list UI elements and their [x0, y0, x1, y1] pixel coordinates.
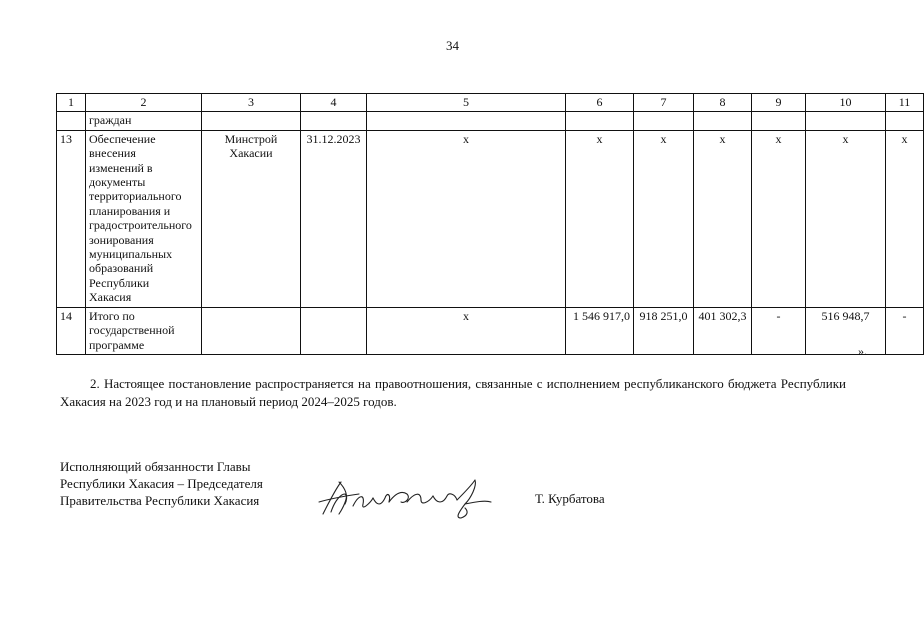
- column-number-row: [57, 94, 924, 112]
- table-cell: [566, 112, 634, 130]
- row-name-line: внесения: [89, 146, 136, 161]
- row-number: 13: [57, 130, 86, 307]
- row-name-line: муниципальных: [89, 247, 173, 262]
- row-col9: х: [752, 130, 806, 307]
- row-name-line: зонирования: [89, 232, 154, 247]
- row-name-line: изменений в: [89, 160, 153, 175]
- row-executor: [202, 130, 301, 307]
- row-name-line: Обеспечение: [89, 131, 156, 146]
- column-number: 4: [301, 94, 367, 112]
- row-col9: -: [752, 307, 806, 354]
- table-cell: [301, 112, 367, 130]
- table-cell: [634, 112, 694, 130]
- table-cell: [886, 112, 924, 130]
- signatory-title-line: Республики Хакасия – Председателя: [60, 476, 263, 491]
- row-executor-line: Хакасии: [229, 146, 273, 161]
- signatory-title-line: Исполняющий обязанности Главы: [60, 459, 251, 474]
- column-number: 5: [367, 94, 566, 112]
- table-cell: [57, 112, 86, 130]
- row-col11: х: [886, 130, 924, 307]
- table-row: [57, 307, 924, 354]
- table-cell: [694, 112, 752, 130]
- signatory-title: [60, 458, 263, 509]
- row-name-line: Хакасия: [89, 290, 132, 305]
- column-number: 10: [806, 94, 886, 112]
- column-number: 9: [752, 94, 806, 112]
- column-number: 8: [694, 94, 752, 112]
- row-col5: х: [367, 307, 566, 354]
- row-name-line: территориального: [89, 189, 182, 204]
- row-col6: х: [566, 130, 634, 307]
- column-number: 2: [86, 94, 202, 112]
- table-cell: [367, 112, 566, 130]
- table-cell: [202, 112, 301, 130]
- row-col11: -: [886, 307, 924, 354]
- budget-table: [56, 93, 924, 355]
- row-name-line: Итого по: [89, 308, 135, 323]
- row-col8: х: [694, 130, 752, 307]
- row-executor-line: Минстрой: [224, 131, 278, 146]
- paragraph-2: 2. Настоящее постановление распространяется на правоотношения, связанные с исполнением республиканского бюджета Республики Хакасия на 2023 год и на плановый период 2024–2025 годов.: [60, 376, 846, 409]
- row-date: [301, 307, 367, 354]
- row-date: 31.12.2023: [301, 130, 367, 307]
- row-name-line: планирования и: [89, 203, 171, 218]
- continuation-row: [57, 112, 924, 130]
- row-col7: х: [634, 130, 694, 307]
- row-name-line: градостроительного: [89, 218, 192, 233]
- page-number: 34: [446, 38, 459, 53]
- row-col7: 918 251,0: [634, 307, 694, 354]
- row-name: [86, 130, 202, 307]
- column-number: 11: [886, 94, 924, 112]
- column-number: 3: [202, 94, 301, 112]
- column-number: 7: [634, 94, 694, 112]
- row-name-line: государственной: [89, 323, 175, 338]
- signatory-title-line: Правительства Республики Хакасия: [60, 493, 260, 508]
- table-cell: [806, 112, 886, 130]
- signatory-name: Т. Курбатова: [535, 491, 605, 506]
- row-col8: 401 302,3: [694, 307, 752, 354]
- row-name-line: Республики: [89, 275, 150, 290]
- table-cell: [752, 112, 806, 130]
- row-name-line: образований: [89, 261, 154, 276]
- row-executor: [202, 307, 301, 354]
- table-row: [57, 130, 924, 307]
- column-number: 6: [566, 94, 634, 112]
- column-number: 1: [57, 94, 86, 112]
- continuation-text: граждан: [86, 112, 202, 130]
- handwritten-signature: [315, 472, 505, 522]
- row-name: [86, 307, 202, 354]
- row-name-line: программе: [89, 337, 145, 352]
- row-col5: х: [367, 130, 566, 307]
- row-number: 14: [57, 307, 86, 354]
- row-col10: х: [806, 130, 886, 307]
- row-col10: 516 948,7: [806, 307, 886, 354]
- row-col6: 1 546 917,0: [566, 307, 634, 354]
- closing-quote: ».: [858, 344, 867, 358]
- row-name-line: документы: [89, 175, 146, 190]
